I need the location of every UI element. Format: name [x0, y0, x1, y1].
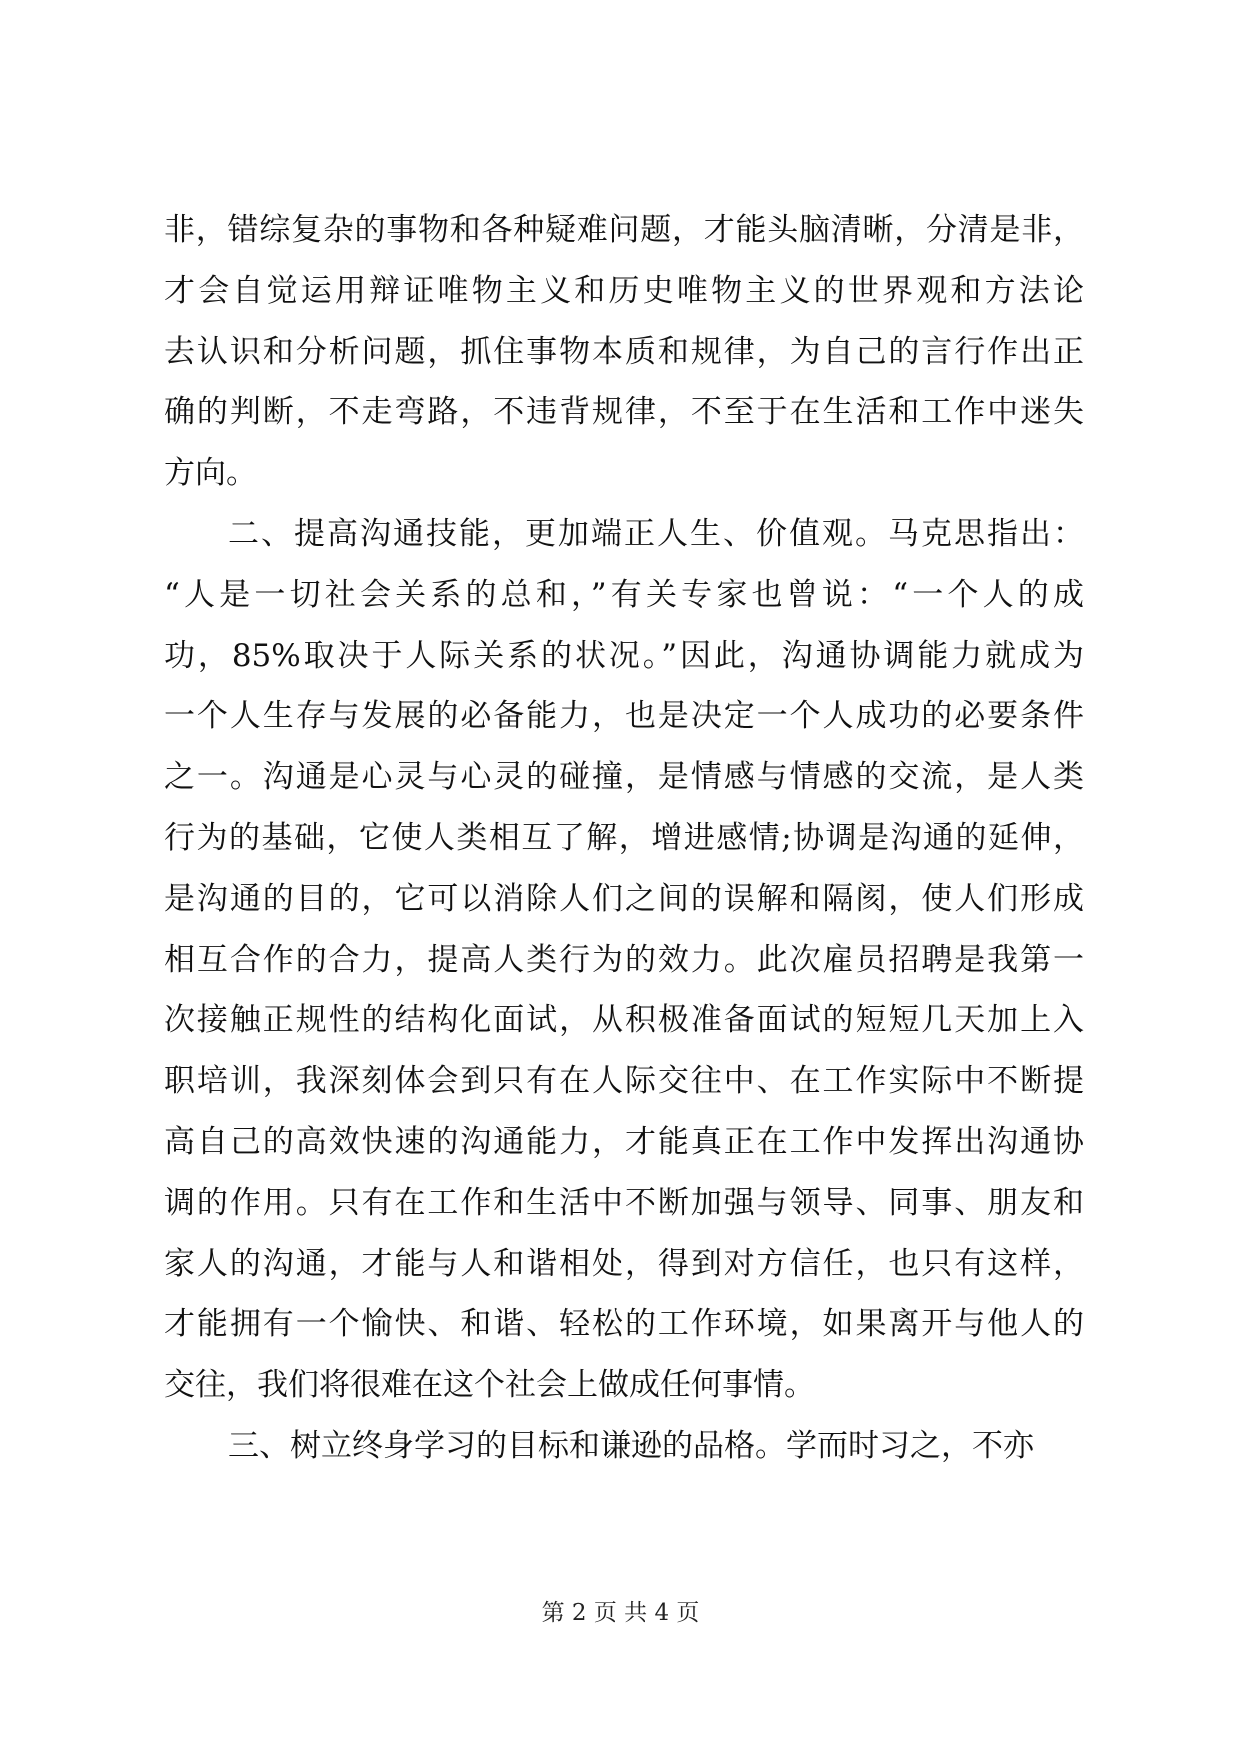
text-line-10: 之一。沟通是心灵与心灵的碰撞，是情感与情感的交流，是人类: [164, 759, 1084, 796]
text-line-12: 是沟通的目的，它可以消除人们之间的误解和隔阂，使人们形成: [164, 880, 1084, 917]
text-line-15: 职培训，我深刻体会到只有在人际交往中、在工作实际中不断提: [164, 1063, 1084, 1100]
text-line-14: 次接触正规性的结构化面试，从积极准备面试的短短几天加上入: [164, 1002, 1084, 1039]
text-line-18: 家人的沟通，才能与人和谐相处，得到对方信任，也只有这样，: [164, 1245, 1084, 1282]
text-line-4: 确的判断，不走弯路，不违背规律，不至于在生活和工作中迷失: [164, 394, 1084, 431]
text-line-19: 才能拥有一个愉快、和谐、轻松的工作环境，如果离开与他人的: [164, 1306, 1084, 1343]
text-line-8: 功，85%取决于人际关系的状况。”因此，沟通协调能力就成为: [164, 637, 1084, 674]
text-line-16: 高自己的高效快速的沟通能力，才能真正在工作中发挥出沟通协: [164, 1123, 1084, 1160]
document-body: [164, 200, 1084, 1477]
text-line-1: 非，错综复杂的事物和各种疑难问题，才能头脑清晰，分清是非，: [164, 212, 1084, 248]
text-line-9: 一个人生存与发展的必备能力，也是决定一个人成功的必要条件: [164, 698, 1084, 735]
text-line-21: 三、树立终身学习的目标和谦逊的品格。学而时习之，不亦: [228, 1427, 1034, 1464]
text-line-13: 相互合作的合力，提高人类行为的效力。此次雇员招聘是我第一: [164, 941, 1084, 978]
text-line-5: 方向。: [164, 455, 257, 492]
text-line-17: 调的作用。只有在工作和生活中不断加强与领导、同事、朋友和: [164, 1184, 1084, 1221]
text-line-3: 去认识和分析问题，抓住事物本质和规律，为自己的言行作出正: [164, 333, 1084, 370]
text-line-7: “人是一切社会关系的总和，”有关专家也曾说：“一个人的成: [164, 576, 1084, 613]
page-number-footer: 第 2 页 共 4 页: [541, 1600, 700, 1626]
text-line-2: 才会自觉运用辩证唯物主义和历史唯物主义的世界观和方法论: [164, 272, 1084, 309]
text-line-6: 二、提高沟通技能，更加端正人生、价值观。马克思指出：: [228, 515, 1084, 552]
text-line-20: 交往，我们将很难在这个社会上做成任何事情。: [164, 1367, 815, 1404]
text-line-11: 行为的基础，它使人类相互了解，增进感情;协调是沟通的延伸，: [164, 819, 1084, 856]
